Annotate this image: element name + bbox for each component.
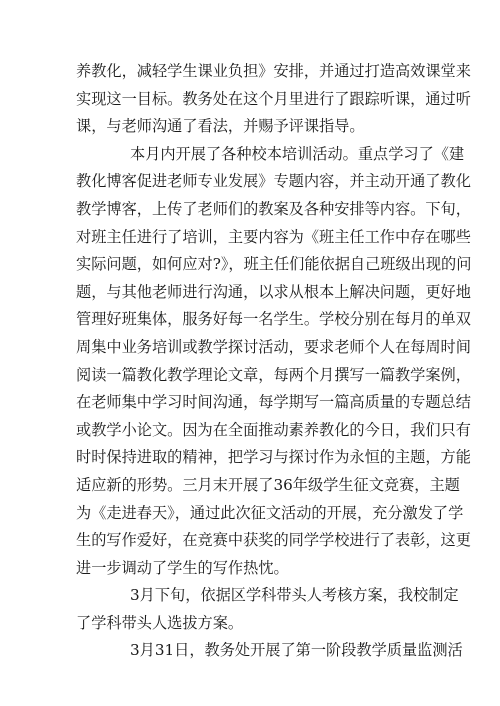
document-body [76,58,472,665]
text-line: 本月内开展了各种校本培训活动。重点学习了《建 [130,144,465,163]
text-line: 实际问题，如何应对?》，班主任们能依据自己班级出现的问 [76,255,472,274]
text-line: 周集中业务培训或教学探讨活动，要求老师个人在每周时间 [76,337,471,356]
text-line: 实现这一目标。教务处在这个月里进行了跟踪听课，通过听 [76,89,471,108]
text-line: 时时保持进取的精神，把学习与探讨作为永恒的主题，方能 [76,448,471,467]
text-line: 3月下旬，依据区学科带头人考核方案，我校制定 [130,586,459,605]
text-line: 或教学小论文。因为在全面推动素养教化的今日，我们只有 [76,420,471,439]
text-line: 对班主任进行了培训，主要内容为《班主任工作中存在哪些 [76,227,471,246]
text-line: 题，与其他老师进行沟通，以求从根本上解决问题，更好地 [76,282,471,301]
text-line: 为《走进春天》，通过此次征文活动的开展，充分激发了学 [76,503,464,522]
text-line: 教化博客促进老师专业发展》专题内容，并主动开通了教化 [76,172,471,191]
text-line: 了学科带头人选拔方案。 [76,613,244,632]
text-line: 教学博客，上传了老师们的教案及各种安排等内容。下旬， [76,199,471,218]
text-line: 生的写作爱好，在竞赛中获奖的同学学校进行了表彰，这更 [76,531,471,550]
text-line: 3月31日，教务处开展了第一阶段教学质量监测活 [130,641,463,660]
text-line: 养教化，减轻学生课业负担》安排，并通过打造高效课堂来 [76,62,471,80]
text-line: 管理好班集体，服务好每一名学生。学校分别在每月的单双 [76,310,471,329]
text-line: 进一步调动了学生的写作热忱。 [76,558,289,577]
text-line: 在老师集中学习时间沟通，每学期写一篇高质量的专题总结 [76,393,471,412]
text-line: 课，与老师沟通了看法，并赐予评课指导。 [76,117,365,136]
text-line: 阅读一篇教化教学理论文章，每两个月撰写一篇教学案例， [76,365,471,384]
text-line: 适应新的形势。三月末开展了36年级学生征文竞赛，主题 [76,475,460,494]
